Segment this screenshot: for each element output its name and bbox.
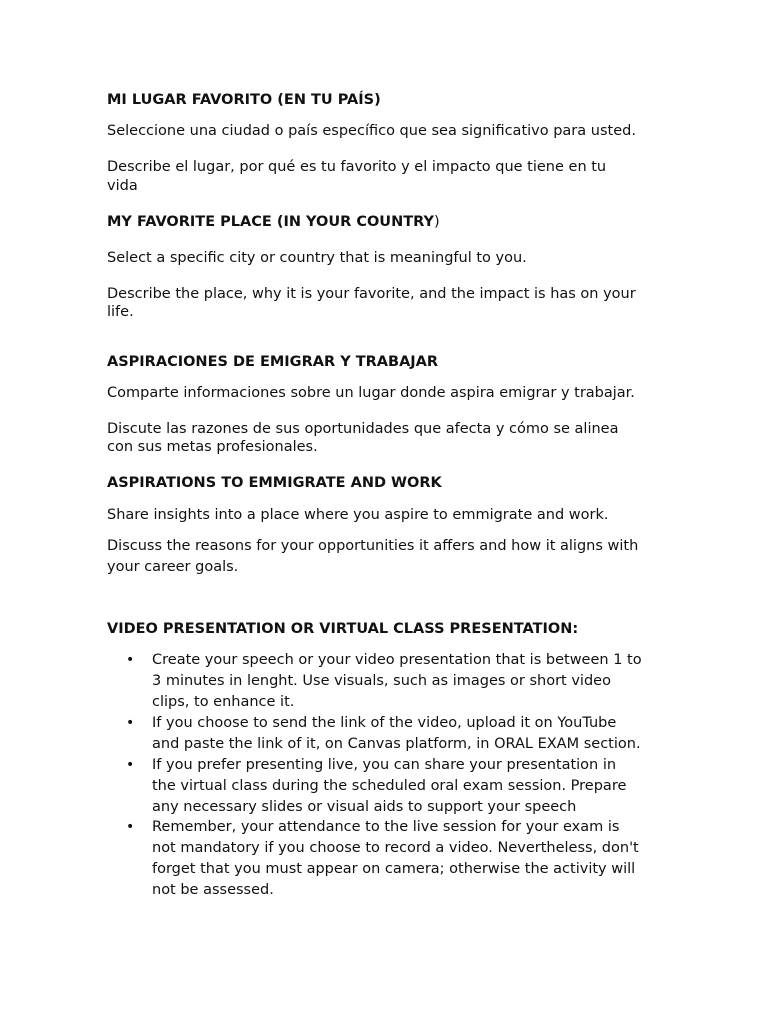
heading-aspiraciones: ASPIRACIONES DE EMIGRAR Y TRABAJAR (107, 354, 439, 370)
bullet-1-line-2: 3 minutes in lenght. Use visuals, such as images or short video (152, 673, 611, 689)
bullet-1: • (126, 652, 135, 668)
bullet-1-line-1: Create your speech or your video presentation that is between 1 to (152, 652, 642, 668)
bullet-3-line-3: any necessary slides or visual aids to support your speech (152, 799, 577, 815)
bullet-4-line-4: not be assessed. (152, 882, 274, 898)
paragraph-discute-line1: Discute las razones de sus oportunidades que afecta y cómo se alinea (107, 421, 619, 437)
bullet-4-line-2: not mandatory if you choose to record a video. Nevertheless, don't (152, 840, 639, 856)
bullet-3-line-2: the virtual class during the scheduled oral exam session. Prepare (152, 778, 627, 794)
heading-mi-lugar-favorito: MI LUGAR FAVORITO (EN TU PAÍS) (107, 92, 381, 108)
heading-closing-paren: ) (433, 214, 440, 230)
paragraph-describe-line1: Describe el lugar, por qué es tu favorito y el impacto que tiene en tu (107, 159, 607, 175)
paragraph-select-city: Select a specific city or country that is meaningful to you. (107, 250, 527, 266)
bullet-1-line-3: clips, to enhance it. (152, 694, 295, 710)
paragraph-discuss-line2: your career goals. (107, 559, 239, 575)
paragraph-share-insights: Share insights into a place where you aspire to emmigrate and work. (107, 507, 609, 523)
paragraph-describe-place-line2: life. (107, 304, 134, 320)
paragraph-describe-line2: vida (107, 178, 138, 194)
heading-my-favorite-place (107, 213, 440, 231)
heading-aspirations: ASPIRATIONS TO EMMIGRATE AND WORK (107, 475, 442, 491)
paragraph-seleccione: Seleccione una ciudad o país específico que sea significativo para usted. (107, 123, 636, 139)
bullet-3: • (126, 757, 135, 773)
bullet-4-line-3: forget that you must appear on camera; otherwise the activity will (152, 861, 636, 877)
paragraph-describe-place-line1: Describe the place, why it is your favorite, and the impact is has on your (107, 286, 636, 302)
paragraph-discute-line2: con sus metas profesionales. (107, 439, 318, 455)
bullet-2-line-1: If you choose to send the link of the video, upload it on YouTube (152, 715, 617, 731)
bullet-2-line-2: and paste the link of it, on Canvas platform, in ORAL EXAM section. (152, 736, 641, 752)
heading-my-favorite-place-text: MY FAVORITE PLACE (IN YOUR COUNTRY (107, 214, 434, 230)
paragraph-comparte: Comparte informaciones sobre un lugar donde aspira emigrar y trabajar. (107, 385, 635, 401)
heading-video-presentation: VIDEO PRESENTATION OR VIRTUAL CLASS PRESENTATION: (107, 621, 579, 637)
paragraph-discuss-line1: Discuss the reasons for your opportunities it affers and how it aligns with (107, 538, 639, 554)
bullet-4: • (126, 819, 135, 835)
bullet-2: • (126, 715, 135, 731)
bullet-3-line-1: If you prefer presenting live, you can share your presentation in (152, 757, 617, 773)
bullet-4-line-1: Remember, your attendance to the live session for your exam is (152, 819, 620, 835)
